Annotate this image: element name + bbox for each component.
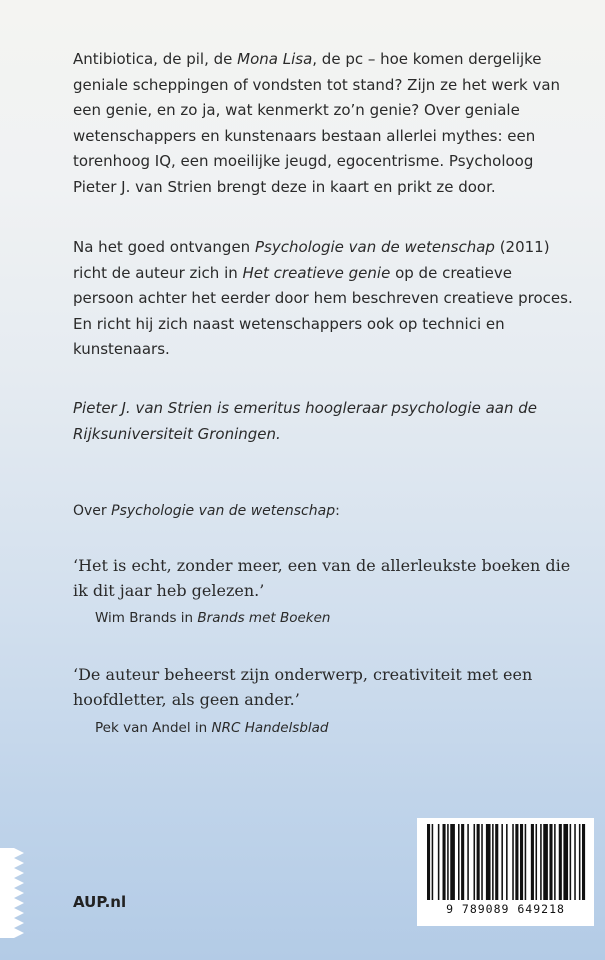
isbn-number: 9 789089 649218	[446, 902, 565, 916]
italic-title: Psychologie van de wetenschap	[111, 503, 336, 519]
barcode-bar	[570, 824, 572, 900]
barcode-bar	[492, 824, 494, 900]
barcode-bar	[531, 824, 534, 900]
barcode-bar	[559, 824, 562, 900]
barcode-bar	[574, 824, 576, 900]
author-bio: Pieter J. van Strien is emeritus hoogleraar psychologie aan de Rijksuniversiteit Groningen.	[73, 399, 538, 443]
barcode-bar	[506, 824, 508, 900]
italic-title: Mona Lisa	[237, 50, 313, 68]
review-quote-1: ‘Het is echt, zonder meer, een van de allerleukste boeken die ik dit jaar heb gelezen.’	[73, 556, 571, 600]
barcode-bar	[450, 824, 455, 900]
barcode-bar	[443, 824, 446, 900]
barcode-bars	[417, 818, 594, 902]
barcode-bar	[563, 824, 568, 900]
barcode-bar	[458, 824, 460, 900]
barcode-bar	[512, 824, 514, 900]
barcode-bar	[474, 824, 476, 900]
barcode-bar	[461, 824, 464, 900]
barcode-bar	[481, 824, 483, 900]
barcode-bar	[525, 824, 527, 900]
italic-title: Het creatieve genie	[242, 263, 391, 282]
barcode-bar	[554, 824, 556, 900]
publisher-url: AUP.nl	[73, 893, 127, 911]
blurb-paragraph-2: Na het goed ontvangen Psychologie van de wetenschap (2011) richt de auteur zich in Het creatieve genie op de creatieve persoon achter het eerder door hem beschreven creatieve proces. En richt hij zich naast wetenschappers ook op technici en kunstenaars.	[73, 238, 573, 358]
barcode-bar	[582, 824, 585, 900]
perforated-edge-marks	[0, 848, 26, 938]
italic-title: Brands met Boeken	[197, 610, 331, 626]
barcode-bar	[438, 824, 440, 900]
barcode-bar	[432, 824, 434, 900]
barcode-bar	[549, 824, 552, 900]
barcode-bar	[495, 824, 498, 900]
italic-title: NRC Handelsblad	[211, 720, 329, 736]
blurb-paragraph-1: Antibiotica, de pil, de Mona Lisa, de pc – hoe komen dergelijke geniale scheppingen of vondsten tot stand? Zijn ze het werk van een genie, en zo ja, wat kenmerkt zo’n genie? Over geniale wetenschappers en kunstenaars bestaan allerlei mythes: een torenhoog IQ, een moeilijke jeugd, egocentrisme. Psycholoog Pieter J. van Strien brengt deze in kaart en prikt ze door.	[73, 50, 561, 196]
barcode-bar	[501, 824, 503, 900]
barcode-bar	[515, 824, 518, 900]
barcode-bar	[543, 824, 548, 900]
barcode-bar	[486, 824, 491, 900]
barcode-bar	[467, 824, 469, 900]
barcode-bar	[427, 824, 430, 900]
barcode-bar	[477, 824, 480, 900]
barcode-bar	[540, 824, 542, 900]
isbn-barcode	[417, 818, 594, 926]
reviews-intro: Over Psychologie van de wetenschap:	[73, 503, 340, 519]
review-quote-2: ‘De auteur beheerst zijn onderwerp, creativiteit met een hoofdletter, als geen ander.’	[73, 665, 533, 709]
barcode-bar	[520, 824, 523, 900]
barcode-bar	[579, 824, 581, 900]
italic-title: Psychologie van de wetenschap	[254, 238, 495, 256]
barcode-bar	[536, 824, 538, 900]
barcode-bar	[447, 824, 449, 900]
review-attribution-1: Wim Brands in Brands met Boeken	[95, 610, 331, 626]
review-attribution-2: Pek van Andel in NRC Handelsblad	[95, 720, 329, 736]
